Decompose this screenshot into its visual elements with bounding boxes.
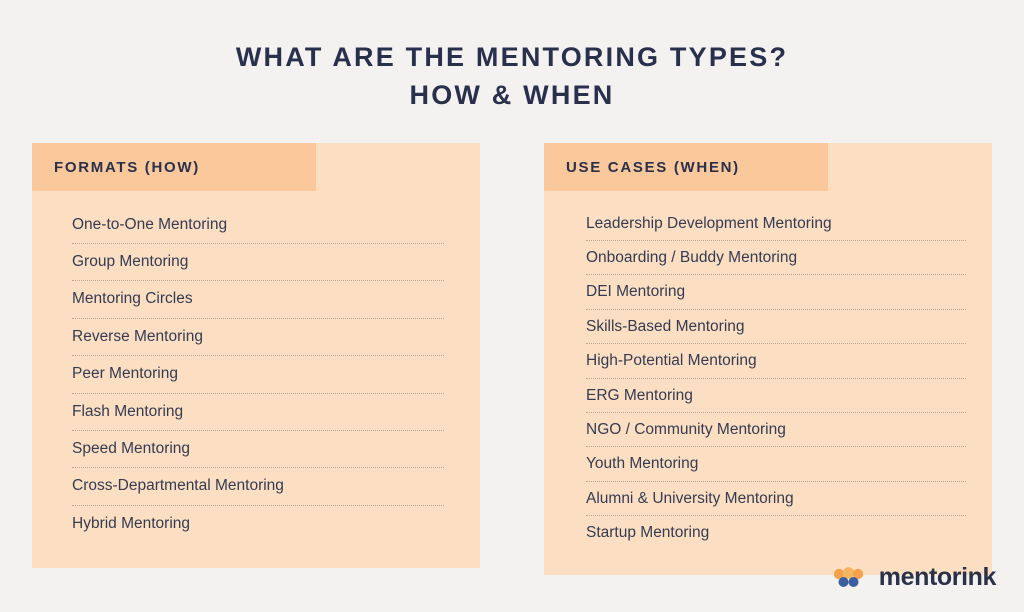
formats-column	[32, 143, 480, 576]
mentorink-logo-text: mentorink	[878, 563, 996, 591]
mentorink-logo-icon	[832, 566, 870, 590]
list-item: Peer Mentoring	[72, 356, 444, 393]
list-item: Speed Mentoring	[72, 431, 444, 468]
list-item: Hybrid Mentoring	[72, 514, 191, 532]
list-item: High-Potential Mentoring	[586, 344, 966, 378]
list-item: Leadership Development Mentoring	[586, 207, 966, 241]
mentorink-logo	[832, 563, 996, 592]
formats-list	[32, 191, 480, 542]
list-item: Mentoring Circles	[72, 281, 444, 318]
page-title	[0, 0, 1024, 115]
use-cases-list	[544, 191, 992, 550]
use-cases-column	[544, 143, 992, 576]
formats-panel	[32, 143, 480, 568]
list-item: Startup Mentoring	[586, 524, 710, 542]
page-title-line-1: WHAT ARE THE MENTORING TYPES?	[235, 42, 789, 72]
page-title-line-2: HOW & WHEN	[409, 80, 615, 111]
list-item: Cross-Departmental Mentoring	[72, 468, 444, 505]
list-item: Youth Mentoring	[586, 447, 966, 481]
list-item: Onboarding / Buddy Mentoring	[586, 241, 966, 275]
formats-panel-header: FORMATS (HOW)	[32, 143, 316, 191]
columns-container	[0, 115, 1024, 576]
use-cases-panel-header: USE CASES (WHEN)	[544, 143, 828, 191]
list-item: Flash Mentoring	[72, 394, 444, 431]
list-item: NGO / Community Mentoring	[586, 413, 966, 447]
list-item: Skills-Based Mentoring	[586, 310, 966, 344]
list-item: ERG Mentoring	[586, 379, 966, 413]
list-item: DEI Mentoring	[586, 275, 966, 309]
list-item: Reverse Mentoring	[72, 319, 444, 356]
list-item: Alumni & University Mentoring	[586, 482, 966, 516]
use-cases-panel	[544, 143, 992, 576]
list-item: Group Mentoring	[72, 244, 444, 281]
list-item: One-to-One Mentoring	[72, 207, 444, 244]
